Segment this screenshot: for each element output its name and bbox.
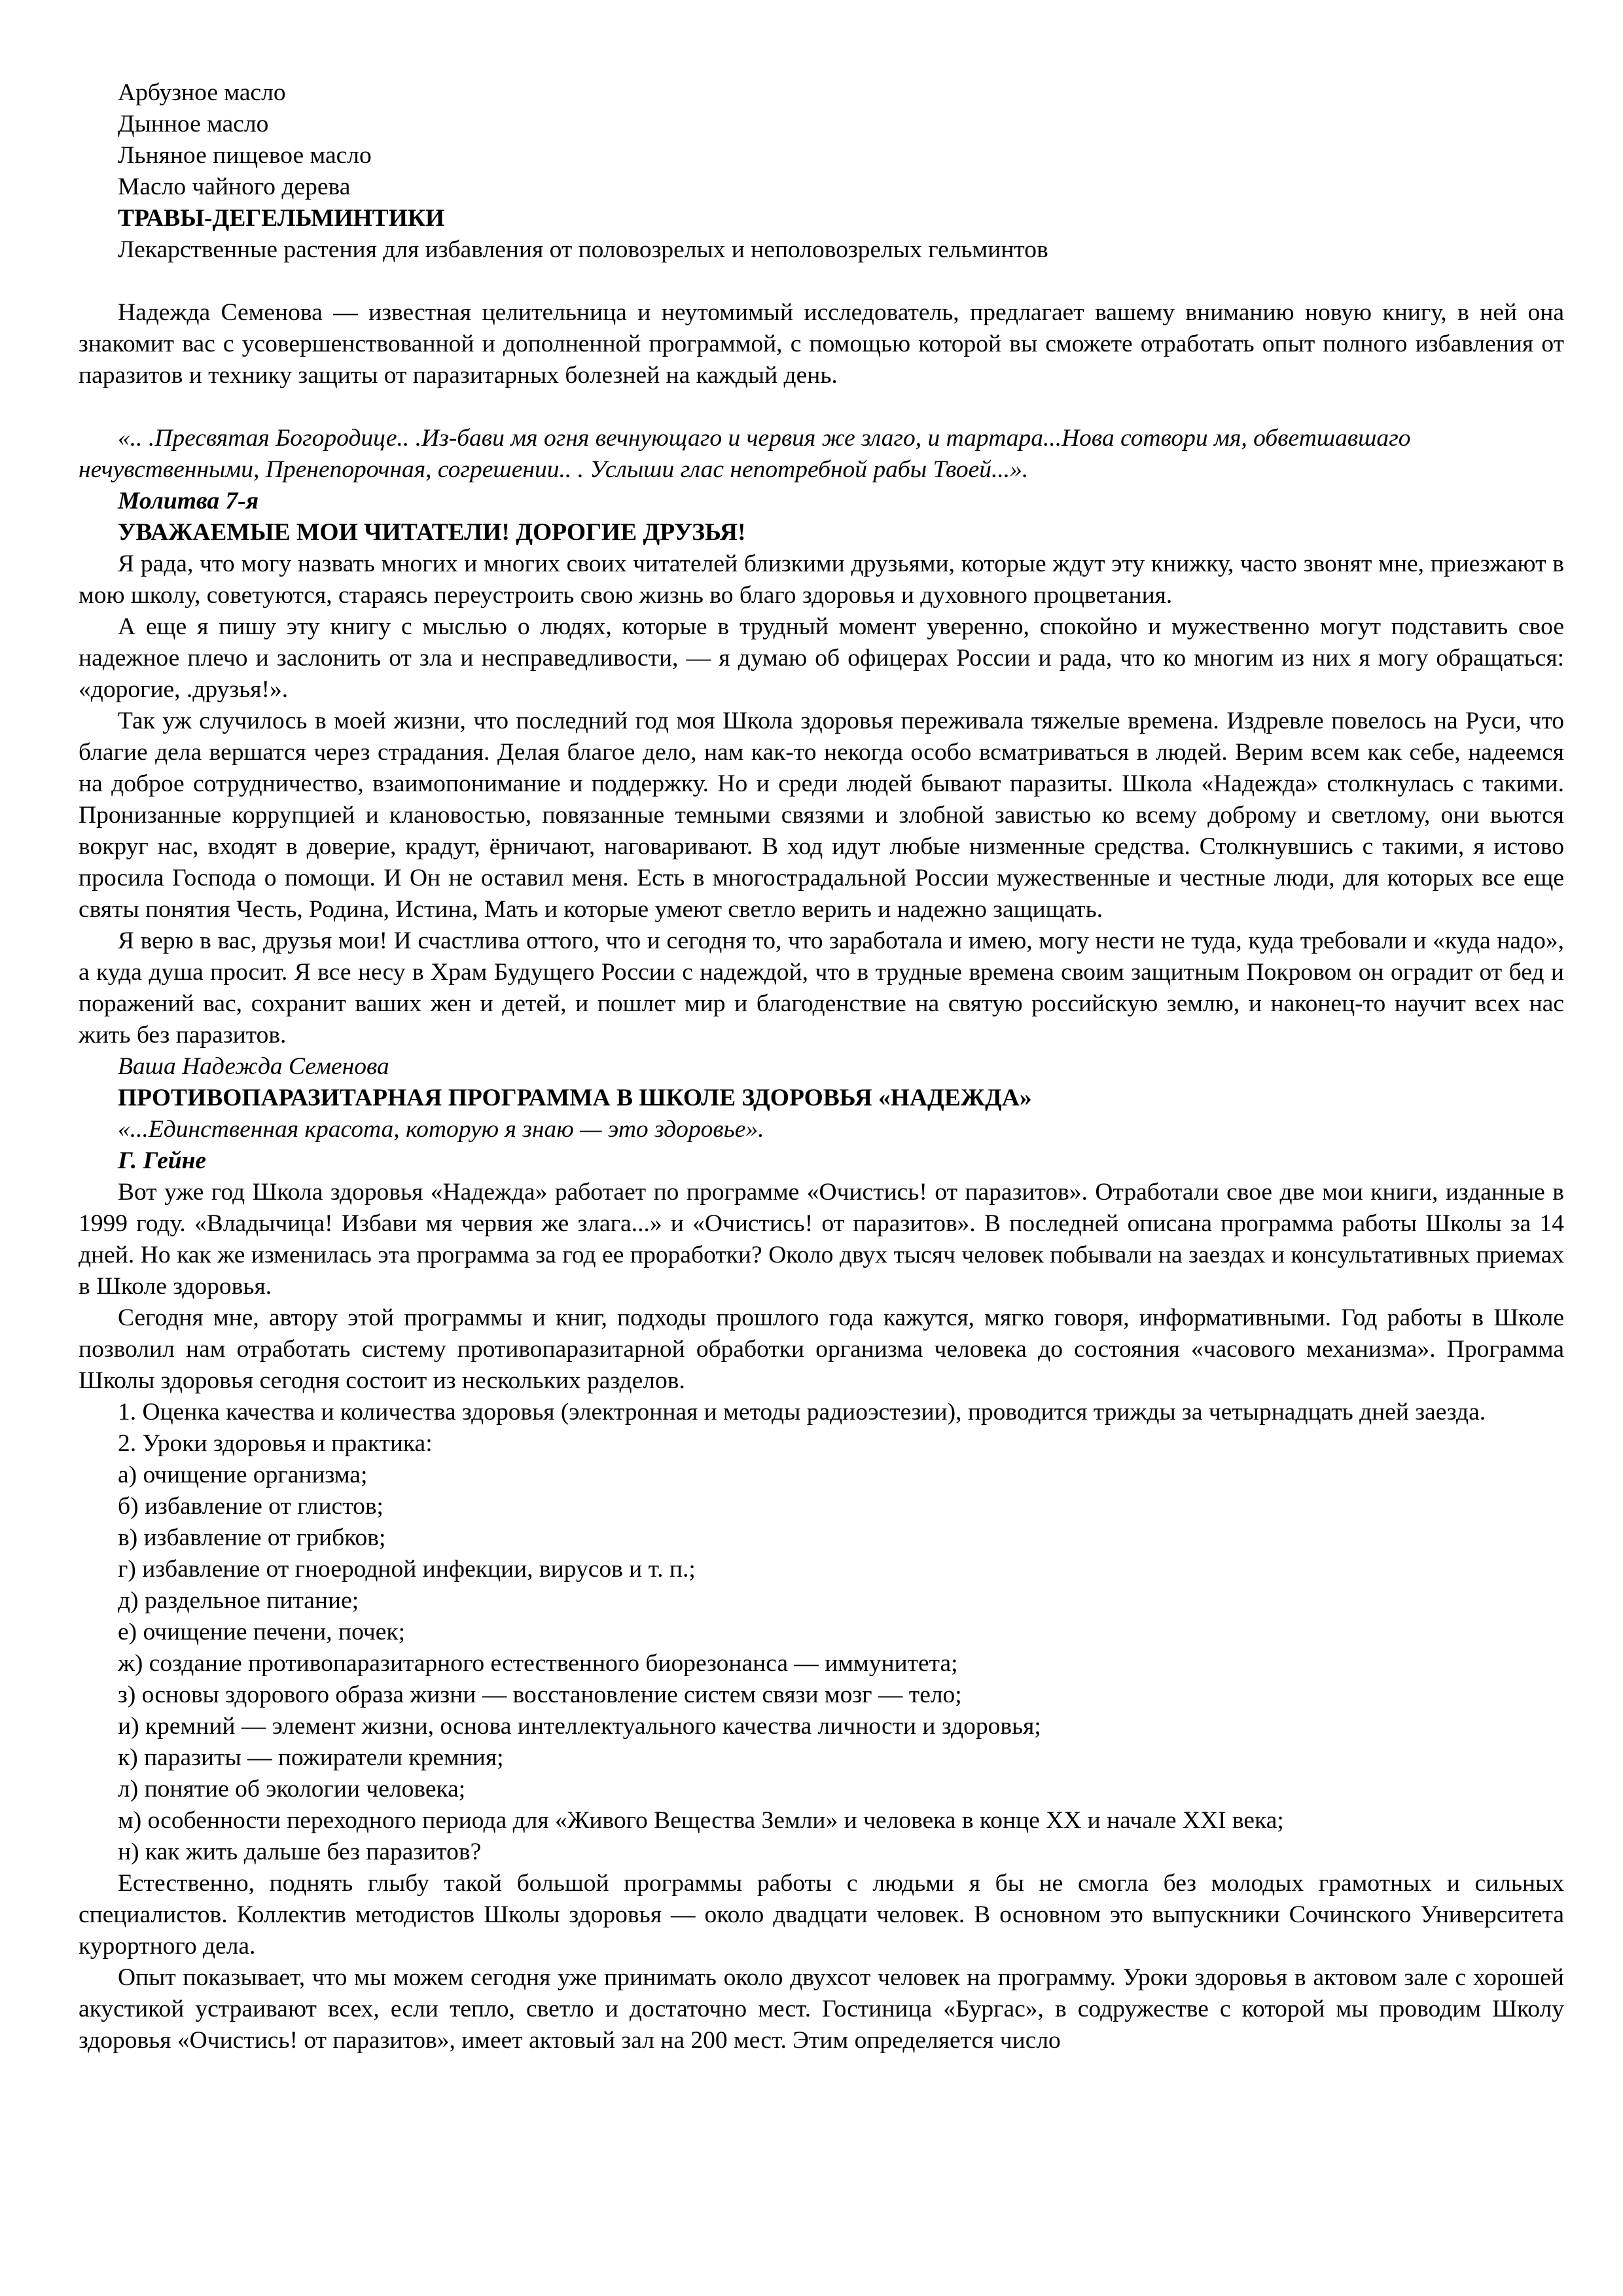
list-item: н) как жить дальше без паразитов? [118, 1839, 482, 1865]
book-blurb: Надежда Семенова — известная целительница и неутомимый исследователь, предлагает вашему вниманию новую книгу, в ней она знакомит вас с усовершенствованной и дополненной программой, с помощью которой вы сможете отработать опыт полного избавления от паразитов и технику защиты от паразитарных болезней на каждый день. [79, 299, 1564, 389]
list-item: з) основы здорового образа жизни — восстановление систем связи мозг — тело; [118, 1681, 962, 1708]
lessons-title: 2. Уроки здоровья и практика: [118, 1430, 433, 1457]
paragraph: Я верю в вас, друзья мои! И счастлива оттого, что и сегодня то, что заработала и имею, могу нести не туда, куда требовали и «куда надо», а куда душа просит. Я все несу в Храм Будущего России с надеждой, что в трудные времена своим защитным Покровом он оградит от бед и поражений вас, сохранит ваших жен и детей, и пошлет мир и благоденствие на святую российскую землю, и наконец-то научит всех нас жить без паразитов. [79, 927, 1564, 1049]
spacer [79, 266, 1564, 297]
list-item: е) очищение печени, почек; [118, 1619, 406, 1645]
oil-list [79, 77, 1564, 203]
readers-heading: УВАЖАЕМЫЕ МОИ ЧИТАТЕЛИ! ДОРОГИЕ ДРУЗЬЯ! [118, 519, 746, 546]
list-item: к) паразиты — пожиратели кремния; [118, 1744, 504, 1771]
prayer-quote: «.. .Пресвятая Богородице.. .Из-бави мя огня вечнующаго и червия же злаго, и тартара...Нова сотвори мя, обветшавшаго нечувственными, Пренепорочная, согрешении.. . Услыши глас непотребной рабы Твоей...». [79, 425, 1411, 483]
epigraph-author: Г. Гейне [118, 1147, 207, 1174]
list-item: б) избавление от глистов; [118, 1493, 383, 1520]
paragraph: Опыт показывает, что мы можем сегодня уже принимать около двухсот человек на программу. Уроки здоровья в актовом зале с хорошей акустикой устраивают всех, если тепло, светло и достаточно мест. Гостиница «Бургас», в содружестве с которой мы проводим Школу здоровья «Очистись! от паразитов», имеет актовый зал на 200 мест. Этим определяется число [79, 1964, 1564, 2054]
document-page [79, 77, 1564, 2056]
program-heading: ПРОТИВОПАРАЗИТАРНАЯ ПРОГРАММА В ШКОЛЕ ЗДОРОВЬЯ «НАДЕЖДА» [118, 1085, 1032, 1111]
list-item: Масло чайного дерева [118, 173, 351, 200]
prayer-source: Молитва 7-я [118, 488, 259, 514]
signature: Ваша Надежда Семенова [118, 1053, 389, 1080]
list-item: л) понятие об экологии человека; [118, 1776, 466, 1803]
paragraph: 1. Оценка качества и количества здоровья (электронная и методы радиоэстезии), проводится трижды за четырнадцать дней заезда. [118, 1399, 1486, 1426]
list-item: д) раздельное питание; [118, 1587, 359, 1614]
paragraph: Сегодня мне, автору этой программы и книг, подходы прошлого года кажутся, мягко говоря, информативными. Год работы в Школе позволил нам отработать систему противопаразитарной обработки организма человека до состояния «часового механизма». Программа Школы здоровья сегодня состоит из нескольких разделов. [79, 1304, 1564, 1394]
herbs-subtitle: Лекарственные растения для избавления от половозрелых и неполовозрелых гельминтов [118, 236, 1048, 263]
list-item: и) кремний — элемент жизни, основа интеллектуального качества личности и здоровья; [118, 1713, 1041, 1740]
list-item: Дынное масло [118, 111, 269, 137]
paragraph: Я рада, что могу назвать многих и многих своих читателей близкими друзьями, которые ждут эту книжку, часто звонят мне, приезжают в мою школу, советуются, стараясь переустроить свою жизнь во благо здоровья и духовного процветания. [79, 550, 1564, 609]
list-item: г) избавление от гноеродной инфекции, вирусов и т. п.; [118, 1556, 696, 1583]
paragraph: Так уж случилось в моей жизни, что последний год моя Школа здоровья переживала тяжелые времена. Издревле повелось на Руси, что благие дела вершатся через страдания. Делая благое дело, нам как-то некогда особо всматриваться в людей. Верим всем как себе, надеемся на доброе сотрудничество, взаимопонимание и поддержку. Но и среди людей бывают паразиты. Школа «Надежда» столкнулась с такими. Пронизанные коррупцией и клановостью, повязанные темными связями и злобной завистью ко всему доброму и светлому, они вьются вокруг нас, входят в доверие, крадут, ёрничают, наговаривают. В ход идут любые низменные средства. Столкнувшись с такими, я истово просила Господа о помощи. И Он не оставил меня. Есть в многострадальной России мужественные и честные люди, для которых все еще святы понятия Честь, Родина, Истина, Мать и которые умеют светло верить и надежно защищать. [79, 708, 1564, 923]
list-item: в) избавление от грибков; [118, 1524, 386, 1551]
paragraph: Вот уже год Школа здоровья «Надежда» работает по программе «Очистись! от паразитов». Отработали свое две мои книги, изданные в 1999 году. «Владычица! Избави мя червия же злага...» и «Очистись! от паразитов». В последней описана программа работы Школы за 14 дней. Но как же изменилась эта программа за год ее проработки? Около двух тысяч человек побывали на заездах и консультативных приемах в Школе здоровья. [79, 1179, 1564, 1300]
paragraph: Естественно, поднять глыбу такой большой программы работы с людьми я бы не смогла без молодых грамотных и сильных специалистов. Коллектив методистов Школы здоровья — около двадцати человек. В основном это выпускники Сочинского Университета курортного дела. [79, 1870, 1564, 1960]
list-item: м) особенности переходного периода для «Живого Вещества Земли» и человека в конце XX и начале XXI века; [118, 1807, 1284, 1834]
list-item: ж) создание противопаразитарного естественного биорезонанса — иммунитета; [118, 1650, 958, 1677]
spacer [79, 391, 1564, 423]
paragraph: А еще я пишу эту книгу с мыслью о людях, которые в трудный момент уверенно, спокойно и мужественно могут подставить свое надежное плечо и заслонить от зла и несправедливости, — я думаю об офицерах России и рада, что ко многим из них я могу обращаться: «дорогие, .друзья!». [79, 613, 1564, 703]
epigraph: «...Единственная красота, которую я знаю — это здоровье». [118, 1116, 764, 1143]
herbs-heading: ТРАВЫ-ДЕГЕЛЬМИНТИКИ [118, 205, 445, 232]
list-item: Льняное пищевое масло [118, 142, 372, 169]
list-item: а) очищение организма; [118, 1462, 368, 1488]
lessons-list [79, 1460, 1564, 1868]
list-item: Арбузное масло [118, 79, 286, 106]
